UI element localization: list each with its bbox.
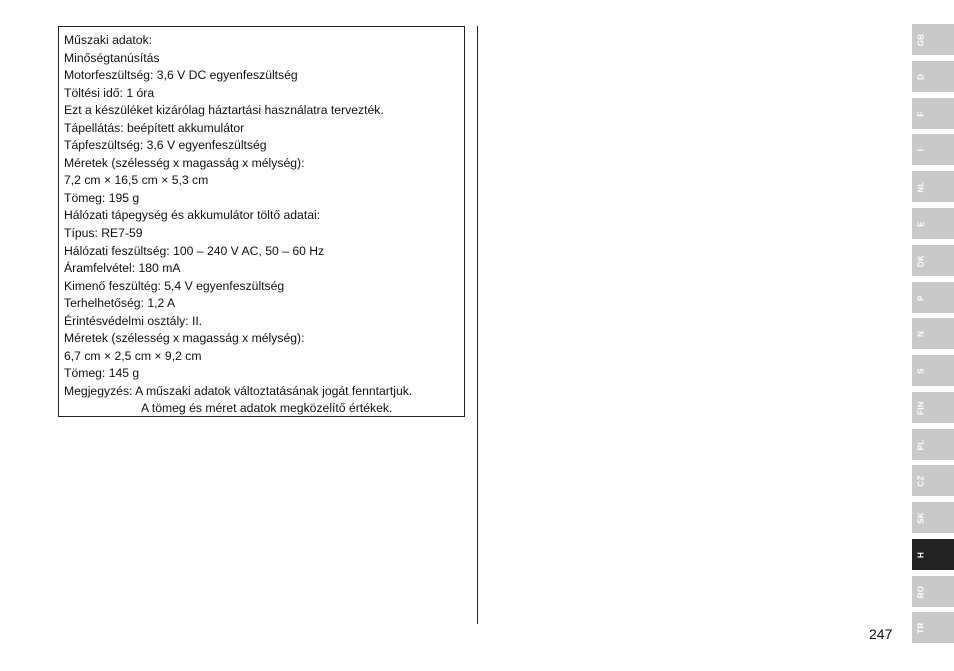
spec-note-continuation: A tömeg és méret adatok megközelítő értékek.	[141, 401, 393, 416]
language-tab-label: PL	[916, 439, 926, 450]
language-tab-label: CZ	[916, 474, 926, 487]
language-tab-label: SK	[916, 511, 926, 524]
language-tab-cz[interactable]	[912, 465, 954, 496]
spec-line: Ezt a készüléket kizárólag háztartási használatra tervezték.	[64, 103, 384, 118]
spec-line: Tömeg: 195 g	[64, 190, 140, 205]
language-tab-d[interactable]	[912, 61, 954, 92]
language-tab-p[interactable]	[912, 282, 954, 313]
language-tab-s[interactable]	[912, 355, 954, 386]
spec-line: Típus: RE7-59	[64, 226, 143, 241]
technical-data-box	[58, 26, 465, 417]
language-tab-label: E	[916, 220, 926, 227]
spec-subheading: Hálózati tápegység és akkumulátor töltő adatai:	[64, 208, 321, 223]
spec-line: Méretek (szélesség x magasság x mélység):	[64, 331, 305, 346]
language-tab-label: F	[916, 110, 926, 117]
language-tab-label: N	[916, 330, 926, 337]
language-tab-label: GB	[916, 33, 926, 46]
spec-line: Terhelhetőség: 1,2 A	[64, 296, 176, 311]
language-tab-fin[interactable]	[912, 392, 954, 423]
spec-line: Minőségtanúsítás	[64, 50, 160, 65]
language-tab-dk[interactable]	[912, 245, 954, 276]
spec-line: Tápfeszültség: 3,6 V egyenfeszültség	[64, 138, 267, 153]
language-tab-label: TR	[916, 621, 926, 634]
spec-line: Kimenő feszültég: 5,4 V egyenfeszültség	[64, 278, 285, 293]
language-tab-label: DK	[916, 254, 926, 267]
language-tab-n[interactable]	[912, 318, 954, 349]
spec-line: Motorfeszültség: 3,6 V DC egyenfeszültség	[64, 68, 298, 83]
spec-line: Áramfelvétel: 180 mA	[64, 261, 181, 276]
language-tab-label: D	[916, 73, 926, 80]
language-tab-sk[interactable]	[912, 502, 954, 533]
language-tab-label: P	[916, 294, 926, 301]
spec-line: Tömeg: 145 g	[64, 366, 140, 381]
language-tab-label: RO	[916, 585, 926, 598]
language-tab-label: H	[916, 551, 926, 558]
spec-heading: Műszaki adatok:	[64, 33, 153, 47]
language-tab-f[interactable]	[912, 98, 954, 129]
language-tab-gb[interactable]	[912, 24, 954, 55]
spec-line: Tápellátás: beépített akkumulátor	[64, 120, 245, 135]
spec-line: 6,7 cm × 2,5 cm × 9,2 cm	[64, 348, 202, 363]
language-tab-e[interactable]	[912, 208, 954, 239]
column-divider	[477, 26, 478, 624]
language-tab-label: S	[916, 367, 926, 374]
language-tab-i[interactable]	[912, 134, 954, 165]
language-tab-pl[interactable]	[912, 429, 954, 460]
language-tab-nl[interactable]	[912, 171, 954, 202]
language-tab-ro[interactable]	[912, 576, 954, 607]
page-number: 247	[869, 626, 893, 642]
spec-line: Töltési idő: 1 óra	[64, 85, 155, 100]
spec-line: Érintésvédelmi osztály: II.	[64, 313, 203, 328]
spec-note: Megjegyzés: A műszaki adatok változtatásának jogát fenntartjuk.	[64, 383, 413, 398]
language-tab-h[interactable]	[912, 539, 954, 570]
language-tab-label: FIN	[916, 400, 926, 415]
language-tab-label: NL	[916, 180, 926, 193]
language-tab-tr[interactable]	[912, 612, 954, 643]
spec-line: Hálózati feszültség: 100 – 240 V AC, 50 – 60 Hz	[64, 243, 325, 258]
spec-line: Méretek (szélesség x magasság x mélység):	[64, 155, 305, 170]
language-tab-label: I	[916, 148, 926, 151]
spec-line: 7,2 cm × 16,5 cm × 5,3 cm	[64, 173, 209, 188]
